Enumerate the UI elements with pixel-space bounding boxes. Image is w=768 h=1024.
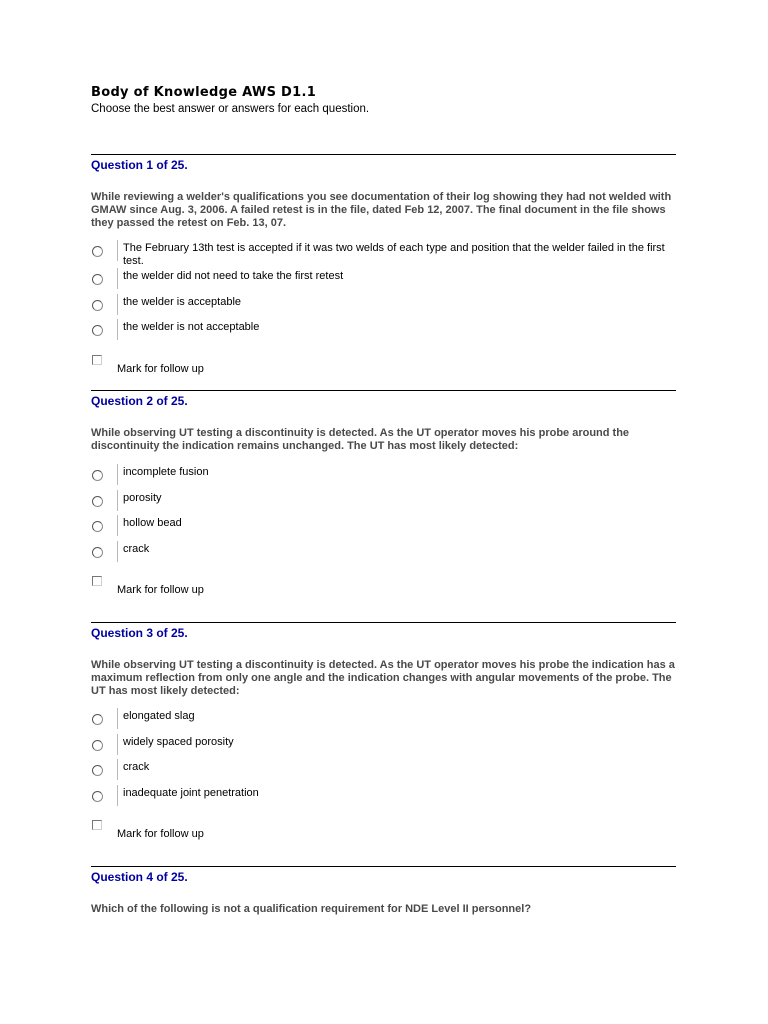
question-4 (91, 866, 676, 916)
answer-label: the welder did not need to take the first retest (123, 270, 344, 282)
follow-up-checkbox[interactable] (92, 355, 102, 365)
option-divider (117, 708, 118, 729)
follow-up-checkbox[interactable] (92, 820, 102, 830)
question-divider (91, 866, 676, 867)
option-divider (117, 240, 118, 261)
answer-option[interactable] (91, 240, 676, 268)
option-divider (117, 515, 118, 536)
option-divider (117, 541, 118, 562)
answer-label: porosity (123, 491, 162, 504)
answer-label: inadequate joint penetration (123, 786, 259, 799)
radio-button[interactable] (92, 300, 103, 311)
option-divider (117, 734, 118, 755)
radio-button[interactable] (92, 496, 103, 507)
mark-follow-up[interactable] (91, 820, 676, 848)
question-text: While observing UT testing a discontinuity is detected. As the UT operator moves his probe the indication has a maximum reflection from only one angle and the indication changes with angular movements of the probe. The UT has most likely detected: (91, 659, 675, 697)
question-text: While reviewing a welder's qualifications you see documentation of their log showing they had not welded with GMAW since Aug. 3, 2006. A failed retest is in the file, dated Feb 12, 2007. The final document in the file shows they passed the retest on Feb. 13, 07. (91, 191, 672, 229)
follow-up-label: Mark for follow up (117, 362, 204, 375)
answer-options (91, 464, 676, 566)
radio-button[interactable] (92, 714, 103, 725)
radio-button[interactable] (92, 765, 103, 776)
answer-label: elongated slag (123, 710, 195, 722)
answer-label: crack (123, 542, 150, 555)
answer-label: the welder is not acceptable (123, 321, 260, 333)
follow-up-label: Mark for follow up (117, 584, 204, 596)
option-divider (117, 490, 118, 511)
answer-label: widely spaced porosity (123, 735, 234, 748)
answer-options (91, 240, 676, 345)
answer-option[interactable] (91, 515, 676, 541)
document-title: Body of Knowledge AWS D1.1 (91, 85, 317, 100)
option-divider (117, 464, 118, 485)
question-divider (91, 622, 676, 623)
mark-follow-up[interactable] (91, 355, 676, 383)
answer-option[interactable] (91, 464, 676, 490)
question-text: While observing UT testing a discontinuity is detected. As the UT operator moves his probe around the discontinuity the indication remains unchanged. The UT has most likely detected: (91, 427, 630, 452)
answer-option[interactable] (91, 541, 676, 567)
radio-button[interactable] (92, 547, 103, 558)
follow-up-label: Mark for follow up (117, 828, 204, 840)
option-divider (117, 759, 118, 780)
question-heading: Question 2 of 25. (91, 394, 188, 408)
answer-label: the welder is acceptable (123, 295, 242, 308)
radio-button[interactable] (92, 740, 103, 751)
question-text: Which of the following is not a qualification requirement for NDE Level II personnel? (91, 903, 532, 915)
option-divider (117, 319, 118, 340)
document-subtitle: Choose the best answer or answers for each question. (91, 103, 370, 115)
option-divider (117, 268, 118, 289)
radio-button[interactable] (92, 325, 103, 336)
answer-option[interactable] (91, 785, 676, 811)
question-divider (91, 390, 676, 391)
radio-button[interactable] (92, 521, 103, 532)
question-heading: Question 4 of 25. (91, 870, 188, 884)
option-divider (117, 294, 118, 315)
answer-label: crack (123, 761, 150, 773)
answer-label: hollow bead (123, 517, 182, 529)
answer-options (91, 708, 676, 810)
question-heading: Question 3 of 25. (91, 626, 188, 640)
answer-option[interactable] (91, 319, 676, 345)
question-heading: Question 1 of 25. (91, 158, 188, 172)
radio-button[interactable] (92, 246, 103, 257)
follow-up-checkbox[interactable] (92, 576, 102, 586)
quiz-page (91, 84, 676, 117)
answer-option[interactable] (91, 490, 676, 516)
question-divider (91, 154, 676, 155)
question-3 (91, 622, 676, 848)
answer-label: The February 13th test is accepted if it was two welds of each type and position that the welder failed in the first test. (123, 242, 665, 267)
answer-label: incomplete fusion (123, 466, 209, 478)
question-2 (91, 390, 676, 604)
radio-button[interactable] (92, 470, 103, 481)
answer-option[interactable] (91, 294, 676, 320)
answer-option[interactable] (91, 268, 676, 294)
mark-follow-up[interactable] (91, 576, 676, 604)
answer-option[interactable] (91, 759, 676, 785)
option-divider (117, 785, 118, 806)
answer-option[interactable] (91, 708, 676, 734)
question-1 (91, 154, 676, 383)
radio-button[interactable] (92, 791, 103, 802)
radio-button[interactable] (92, 274, 103, 285)
answer-option[interactable] (91, 734, 676, 760)
